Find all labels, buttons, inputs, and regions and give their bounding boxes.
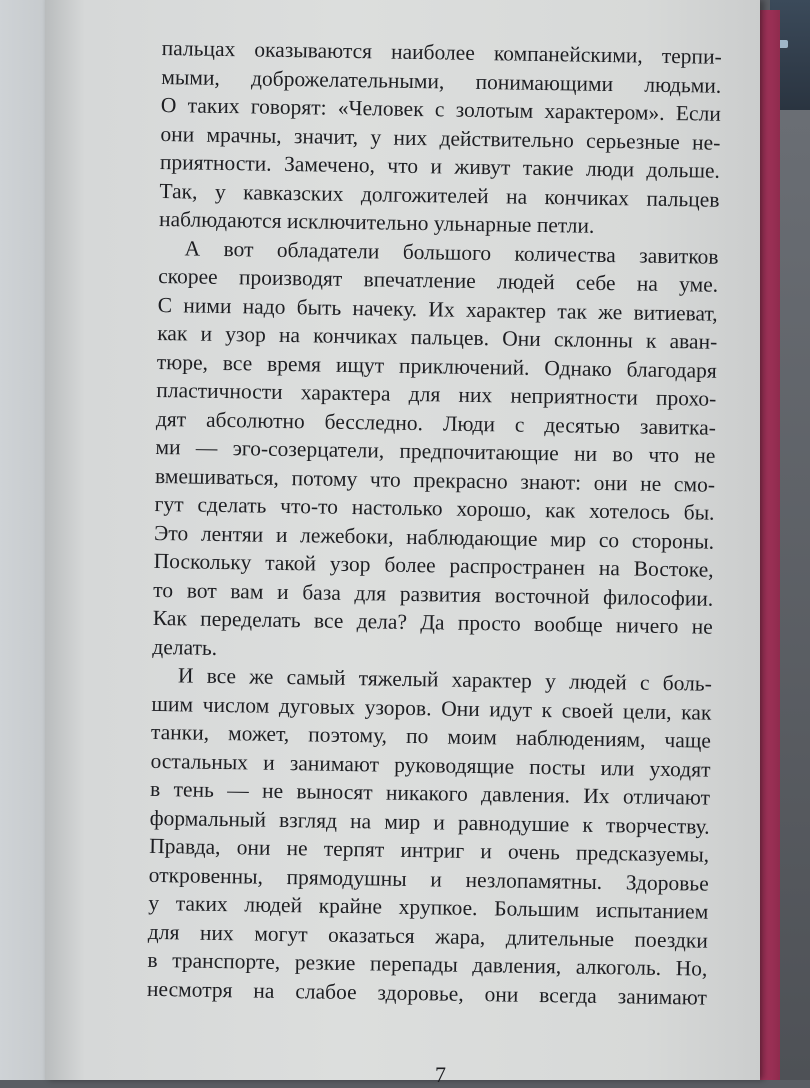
text-line: тюре, все время ищут приключений. Однако благодаря	[156, 349, 717, 383]
book-page	[45, 0, 760, 1087]
text-line: танки, может, поэтому, по моим наблюдениям, чаще	[150, 719, 712, 753]
paragraph-3	[147, 661, 712, 1012]
text-line: шим числом дуговых узоров. Они идут к своей цели, как	[151, 691, 712, 725]
text-line: пластичности характера для них неприятности прохо-	[156, 377, 717, 411]
text-line: в транспорте, резкие перепады давления, алкоголь. Но,	[147, 947, 708, 981]
text-line: то вот вам и база для развития восточной философии.	[153, 577, 714, 611]
text-line: для них могут оказаться жара, длительные поездки	[147, 919, 709, 953]
text-line: Так, у кавказских долгожителей на кончиках пальцев	[159, 178, 720, 212]
text-line: как и узор на кончиках пальцев. Они склонны к аван-	[157, 320, 718, 354]
text-line: остальных и занимают руководящие посты или уходят	[150, 748, 711, 782]
page-number: 7	[435, 1062, 446, 1087]
text-line: гут сделать что-то настолько хорошо, как хотелось бы.	[154, 491, 715, 525]
text-line: откровенны, прямодушны и незлопамятны. Здоровье	[148, 862, 709, 896]
text-line: скорее производят впечатление людей себе на уме.	[158, 263, 719, 297]
text-line: Это лентяи и лежебоки, наблюдающие мир со стороны.	[153, 520, 715, 554]
text-line: Как переделать все дела? Да просто вообще ничего не	[152, 605, 713, 639]
text-line: О таких говорят: «Человек с золотым характером». Если	[160, 92, 722, 126]
text-line: дят абсолютно бесследно. Люди с десятью завитка-	[155, 406, 717, 440]
page-text	[147, 34, 722, 1012]
text-line: делать.	[152, 634, 218, 660]
text-line: у таких людей крайне хрупкое. Большим испытанием	[148, 890, 709, 924]
text-line: вмешиваться, потому что прекрасно знают: они не смо-	[154, 463, 716, 497]
text-line: приятности. Замечено, что и живут такие люди дольше.	[159, 149, 721, 183]
text-line: А вот обладатели большого количества завитков	[184, 235, 719, 269]
text-line: ми — эго-созерцатели, предпочитающие ни во что не	[155, 434, 716, 468]
text-line: С ними надо быть начеку. Их характер так же витиеват,	[157, 292, 718, 326]
text-line: несмотря на слабое здоровье, они всегда занимают	[146, 976, 708, 1010]
text-line: И все же самый тяжелый характер у людей с боль-	[177, 663, 713, 696]
paragraph-2	[152, 233, 719, 669]
paragraph-1	[159, 34, 722, 242]
text-line: Правда, они не терпят интриг и очень предсказуемы,	[149, 833, 710, 867]
text-line: они мрачны, значит, у них действительно серьезные не-	[160, 121, 721, 155]
text-line: Поскольку такой узор более распространен на Востоке,	[153, 548, 714, 582]
text-line: пальцах оказываются наиболее компанейскими, терпи-	[161, 35, 722, 69]
desk-surface	[780, 110, 810, 1080]
text-line: формальный взгляд на мир и равнодушие к творчеству.	[149, 805, 710, 839]
text-line: наблюдаются исключительно ульнарные петли.	[158, 206, 595, 238]
text-line: мыми, доброжелательными, понимающими людьми.	[161, 64, 722, 98]
text-line: в тень — не выносят никакого давления. Их отличают	[149, 776, 711, 810]
